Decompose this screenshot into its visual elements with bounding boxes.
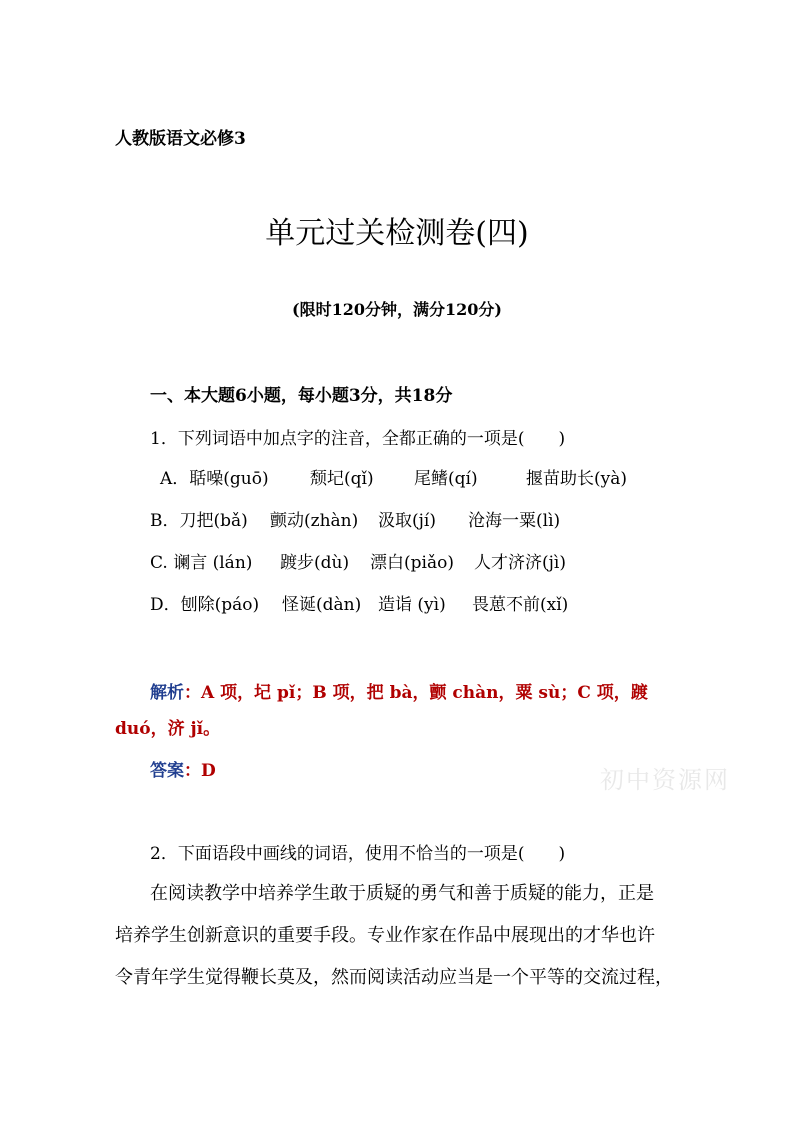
- analysis-label: 解析: [150, 683, 184, 703]
- question-2-passage-line: 在阅读教学中培养学生敢于质疑的勇气和善于质疑的能力，正是: [150, 883, 654, 904]
- analysis-line-1: [150, 672, 680, 714]
- option-term: 踱步(dù): [280, 553, 350, 573]
- question-2-stem: 2．下面语段中画线的词语，使用不恰当的一项是( ): [150, 844, 566, 864]
- answer-line: [150, 756, 216, 781]
- analysis-text: ：A 项，圮 pǐ；B 项，把 bà，颤 chàn，粟 sù；C 项，踱: [184, 683, 648, 703]
- option-term: B．刀把(bǎ): [150, 511, 248, 531]
- option-term: 畏葸不前(xǐ): [472, 595, 569, 615]
- option-term: 揠苗助长(yà): [526, 469, 628, 489]
- question-2-passage-line: 培养学生创新意识的重要手段。专业作家在作品中展现出的才华也许: [115, 925, 655, 946]
- question-1-stem: 1．下列词语中加点字的注音，全都正确的一项是( ): [150, 429, 566, 449]
- question-1-option-a: [160, 464, 627, 489]
- option-term: D．刨除(páo): [150, 595, 260, 615]
- option-term: 颓圮(qǐ): [310, 469, 374, 489]
- page-title: 单元过关检测卷(四): [265, 216, 529, 251]
- option-term: 尾鳍(qí): [414, 469, 478, 489]
- time-limit-note: (限时120分钟，满分120分): [292, 300, 502, 319]
- question-1-option-d: [150, 590, 568, 615]
- option-term: 漂白(piǎo): [370, 553, 454, 573]
- question-1-option-b: [150, 506, 560, 531]
- option-term: 沧海一粟(lì): [468, 511, 561, 531]
- course-header: 人教版语文必修3: [115, 129, 246, 149]
- analysis-line-2: duó，济 jǐ。: [115, 719, 221, 739]
- answer-value: ：D: [184, 761, 216, 781]
- option-term: C. 谰言 (lán): [150, 553, 253, 573]
- question-2-passage-line: 令青年学生觉得鞭长莫及，然而阅读活动应当是一个平等的交流过程，: [115, 967, 673, 988]
- option-term: 怪诞(dàn): [282, 595, 362, 615]
- option-term: 颤动(zhàn): [270, 511, 359, 531]
- question-1-option-c: [150, 548, 566, 573]
- option-term: 造诣 (yì): [378, 595, 446, 615]
- watermark: 初中资源网: [600, 766, 730, 794]
- answer-label: 答案: [150, 761, 184, 781]
- section-heading: 一、本大题6小题，每小题3分，共18分: [150, 386, 453, 406]
- option-term: 汲取(jí): [378, 511, 436, 531]
- option-term: 人才济济(jì): [474, 553, 566, 573]
- option-term: A．聒噪(guō): [160, 469, 269, 489]
